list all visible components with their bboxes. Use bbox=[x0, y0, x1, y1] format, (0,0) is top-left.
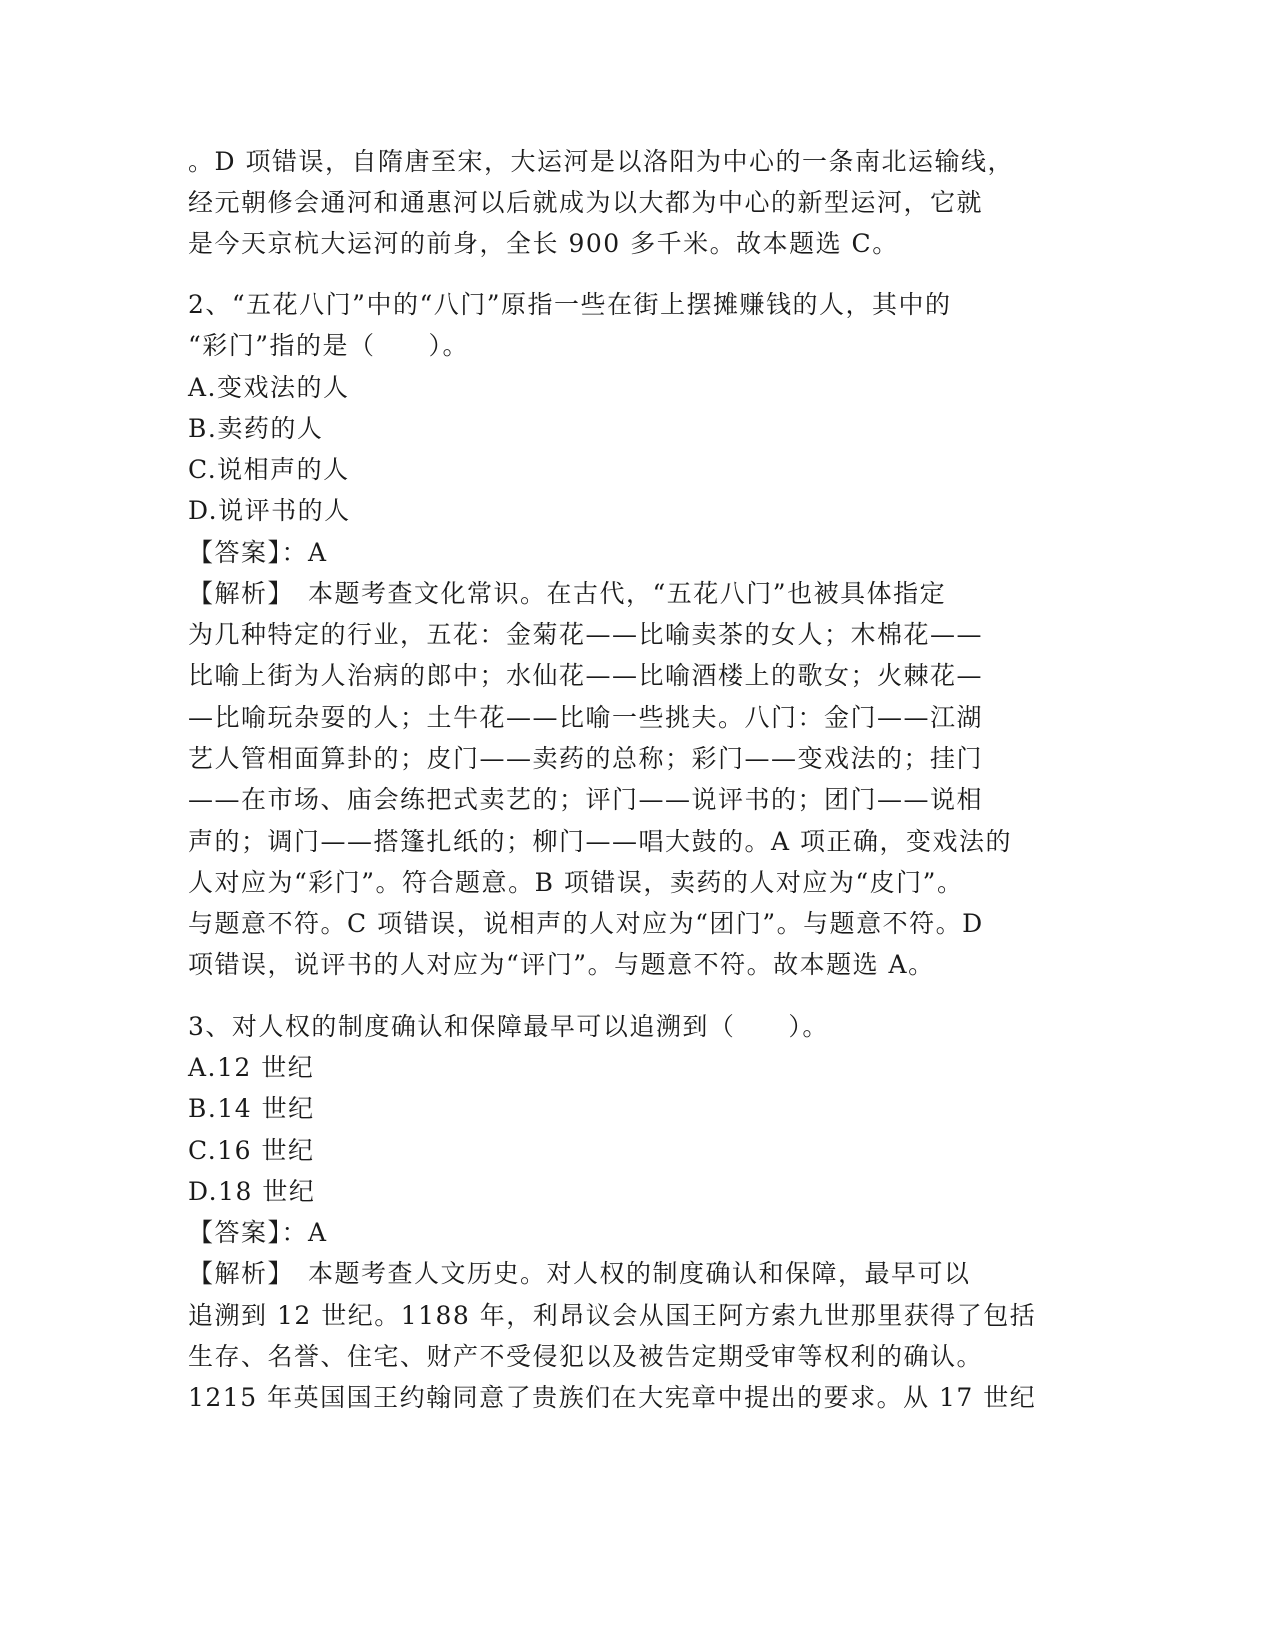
q2-explanation-line: 【解析】 本题考查文化常识。在古代，“五花八门”也被具体指定 bbox=[188, 579, 947, 608]
q2-explanation-line: 为几种特定的行业，五花：金菊花——比喻卖茶的女人；木棉花—— bbox=[188, 620, 984, 649]
q3-answer: 【答案】：A bbox=[188, 1218, 328, 1247]
q3-explanation-line: 【解析】 本题考查人文历史。对人权的制度确认和保障，最早可以 bbox=[188, 1259, 971, 1288]
q2-explanation-line: 项错误，说评书的人对应为“评门”。与题意不符。故本题选 A。 bbox=[188, 950, 935, 979]
q3-option-c: C.16 世纪 bbox=[188, 1136, 315, 1165]
q2-explanation-line: 声的；调门——搭篷扎纸的；柳门——唱大鼓的。A 项正确，变戏法的 bbox=[188, 827, 1013, 856]
q2-stem-line: 2、“五花八门”中的“八门”原指一些在街上摆摊赚钱的人，其中的 bbox=[188, 290, 952, 319]
q3-explanation-line: 生存、名誉、住宅、财产不受侵犯以及被告定期受审等权利的确认。 bbox=[188, 1342, 984, 1371]
q2-explanation-line: —比喻玩杂耍的人；土牛花——比喻一些挑夫。八门：金门——江湖 bbox=[188, 703, 984, 732]
q2-answer: 【答案】：A bbox=[188, 538, 328, 567]
q2-option-d: D.说评书的人 bbox=[188, 496, 351, 525]
q2-option-b: B.卖药的人 bbox=[188, 414, 324, 443]
q1-explanation-line: 。D 项错误，自隋唐至宋，大运河是以洛阳为中心的一条南北运输线， bbox=[188, 147, 1014, 176]
q2-stem-line: “彩门”指的是（ ）。 bbox=[188, 331, 470, 360]
q2-explanation-line: 艺人管相面算卦的；皮门——卖药的总称；彩门——变戏法的；挂门 bbox=[188, 744, 984, 773]
q3-option-d: D.18 世纪 bbox=[188, 1177, 316, 1206]
q3-stem-line: 3、对人权的制度确认和保障最早可以追溯到（ ）。 bbox=[188, 1012, 829, 1041]
q2-explanation-line: 比喻上街为人治病的郎中；水仙花——比喻酒楼上的歌女；火棘花— bbox=[188, 661, 984, 690]
q1-explanation-line: 经元朝修会通河和通惠河以后就成为以大都为中心的新型运河，它就 bbox=[188, 188, 984, 217]
q3-option-b: B.14 世纪 bbox=[188, 1094, 315, 1123]
q3-explanation-line: 1215 年英国国王约翰同意了贵族们在大宪章中提出的要求。从 17 世纪 bbox=[188, 1383, 1037, 1412]
q3-option-a: A.12 世纪 bbox=[188, 1053, 315, 1082]
q2-explanation-line: ——在市场、庙会练把式卖艺的；评门——说评书的；团门——说相 bbox=[188, 785, 984, 814]
q3-explanation-line: 追溯到 12 世纪。1188 年，利昂议会从国王阿方索九世那里获得了包括 bbox=[188, 1301, 1037, 1330]
q1-explanation-line: 是今天京杭大运河的前身，全长 900 多千米。故本题选 C。 bbox=[188, 229, 899, 258]
q2-explanation-line: 人对应为“彩门”。符合题意。B 项错误，卖药的人对应为“皮门”。 bbox=[188, 868, 964, 897]
q2-explanation-line: 与题意不符。C 项错误，说相声的人对应为“团门”。与题意不符。D bbox=[188, 909, 984, 938]
q2-option-a: A.变戏法的人 bbox=[188, 373, 350, 402]
q2-option-c: C.说相声的人 bbox=[188, 455, 350, 484]
